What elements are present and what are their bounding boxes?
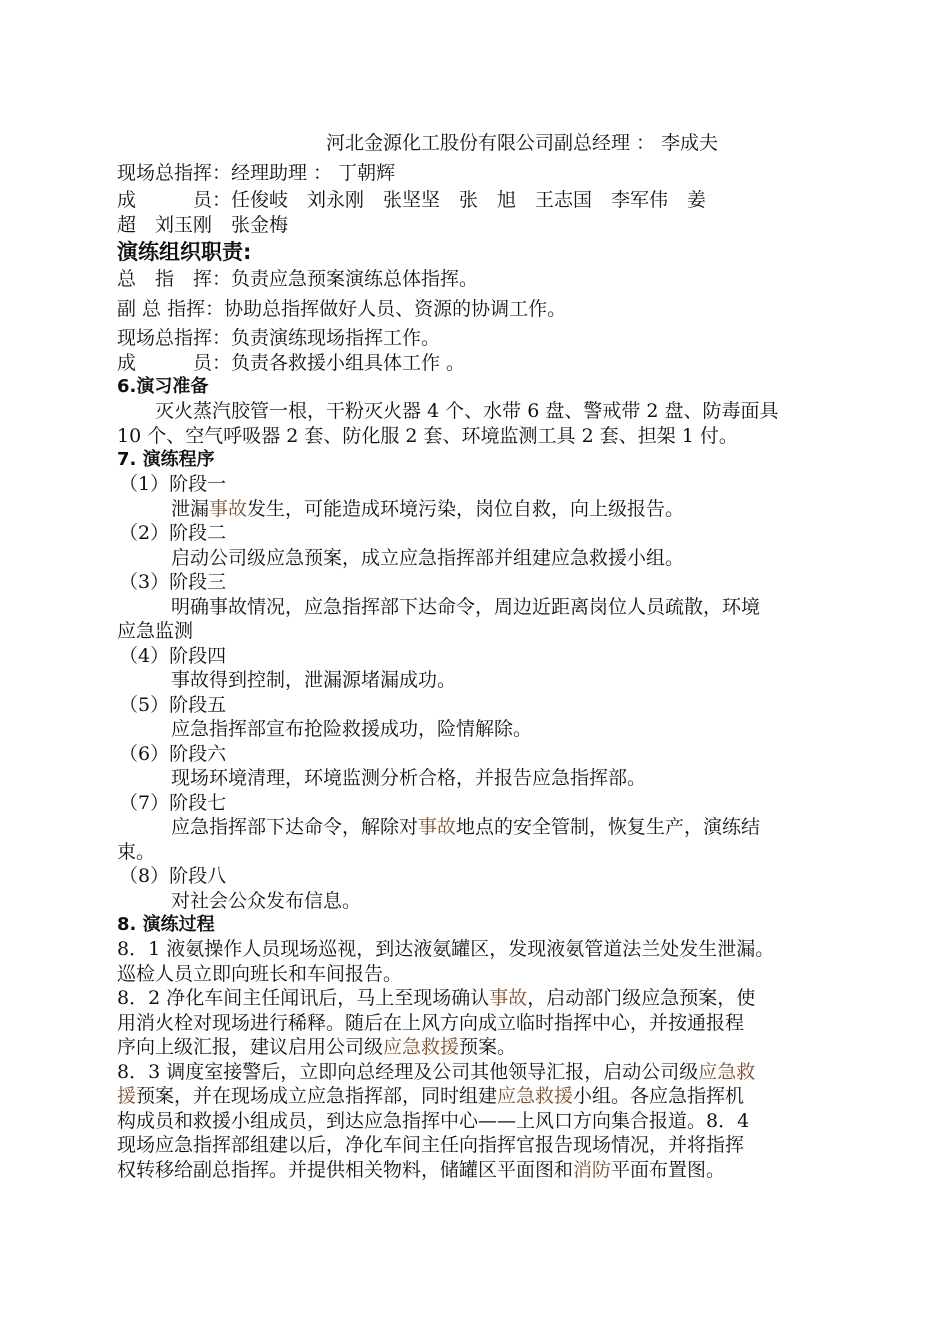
section-7-heading: 7. 演练程序 (117, 449, 215, 470)
duty-item: 总 指 挥：负责应急预案演练总体指挥。 (117, 268, 479, 290)
paragraph-8-1-line-1: 8．1 液氨操作人员现场巡视，到达液氨罐区，发现液氨管道法兰处发生泄漏。 (117, 938, 775, 960)
stage-text: 事故得到控制，泄漏源堵漏成功。 (171, 669, 457, 691)
paragraph-8-3-line-2: 援预案，并在现场成立应急指挥部，同时组建应急救援小组。各应急指挥机 (117, 1085, 745, 1107)
site-commander-line: 现场总指挥：经理助理 ： 丁朝辉 (117, 161, 396, 184)
section-6-text-2: 10 个、空气呼吸器 2 套、防化服 2 套、环境监测工具 2 套、担架 1 付。 (117, 424, 738, 447)
stage-text: 泄漏事故发生，可能造成环境污染，岗位自救，向上级报告。 (171, 497, 685, 520)
stage-text: 现场环境清理，环境监测分析合格，并报告应急指挥部。 (171, 767, 647, 789)
stage-label: （7）阶段七 (119, 791, 227, 814)
duty-item: 成 员：负责各救援小组具体工作 。 (117, 351, 466, 374)
stage-text: 启动公司级应急预案，成立应急指挥部并组建应急救援小组。 (171, 546, 685, 569)
stage-text: 应急指挥部宣布抢险救援成功，险情解除。 (171, 718, 533, 740)
stage-label: （5）阶段五 (119, 693, 227, 716)
stage-label: （3）阶段三 (119, 571, 227, 593)
document-body (117, 131, 837, 1182)
paragraph-8-2-line-3: 序向上级汇报，建议启用公司级应急救援预案。 (117, 1036, 517, 1058)
paragraph-8-3-line-1: 8．3 调度室接警后，立即向总经理及公司其他领导汇报，启动公司级应急救 (117, 1060, 756, 1083)
paragraph-8-3-line-4: 现场应急指挥部组建以后，净化车间主任向指挥官报告现场情况，并将指挥 (117, 1134, 745, 1156)
stage-text: 明确事故情况，应急指挥部下达命令，周边近距离岗位人员疏散，环境 (171, 595, 761, 618)
stage-label: （8）阶段八 (119, 865, 227, 887)
stage-label: （2）阶段二 (119, 522, 227, 544)
paragraph-8-1-line-2: 巡检人员立即向班长和车间报告。 (117, 962, 403, 985)
stage-text-continued: 束。 (117, 840, 156, 863)
stage-text: 应急指挥部下达命令，解除对事故地点的安全管制，恢复生产，演练结 (171, 816, 761, 838)
paragraph-8-2-line-2: 用消火栓对现场进行稀释。随后在上风方向成立临时指挥中心，并按通报程 (117, 1011, 745, 1034)
section-6-heading: 6.演习准备 (117, 376, 209, 397)
duties-heading: 演练组织职责: (117, 240, 252, 264)
duty-item: 现场总指挥：负责演练现场指挥工作。 (117, 327, 441, 349)
members-line-2: 超 刘玉刚 张金梅 (117, 213, 289, 236)
deputy-manager-line: 河北金源化工股份有限公司副总经理 ： 李成夫 (325, 132, 719, 154)
paragraph-8-3-line-3: 构成员和救援小组成员，到达应急指挥中心——上风口方向集合报道。8．4 (117, 1109, 750, 1132)
members-line-1: 成 员：任俊岐 刘永刚 张坚坚 张 旭 王志国 李军伟 姜 (117, 189, 707, 211)
stage-label: （4）阶段四 (119, 644, 227, 667)
paragraph-8-2-line-1: 8．2 净化车间主任闻讯后，马上至现场确认事故，启动部门级应急预案，使 (117, 987, 756, 1009)
paragraph-8-3-line-5: 权转移给副总指挥。并提供相关物料，储罐区平面图和消防平面布置图。 (117, 1158, 726, 1181)
stage-label: （6）阶段六 (119, 742, 227, 765)
section-8-heading: 8. 演练过程 (117, 914, 215, 935)
stage-label: （1）阶段一 (119, 473, 227, 495)
duty-item: 副 总 指挥：协助总指挥做好人员、资源的协调工作。 (117, 297, 567, 320)
section-6-text-1: 灭火蒸汽胶管一根，干粉灭火器 4 个、水带 6 盘、警戒带 2 盘、防毒面具 (155, 400, 779, 422)
stage-text-continued: 应急监测 (117, 620, 194, 642)
stage-text: 对社会公众发布信息。 (171, 889, 362, 912)
